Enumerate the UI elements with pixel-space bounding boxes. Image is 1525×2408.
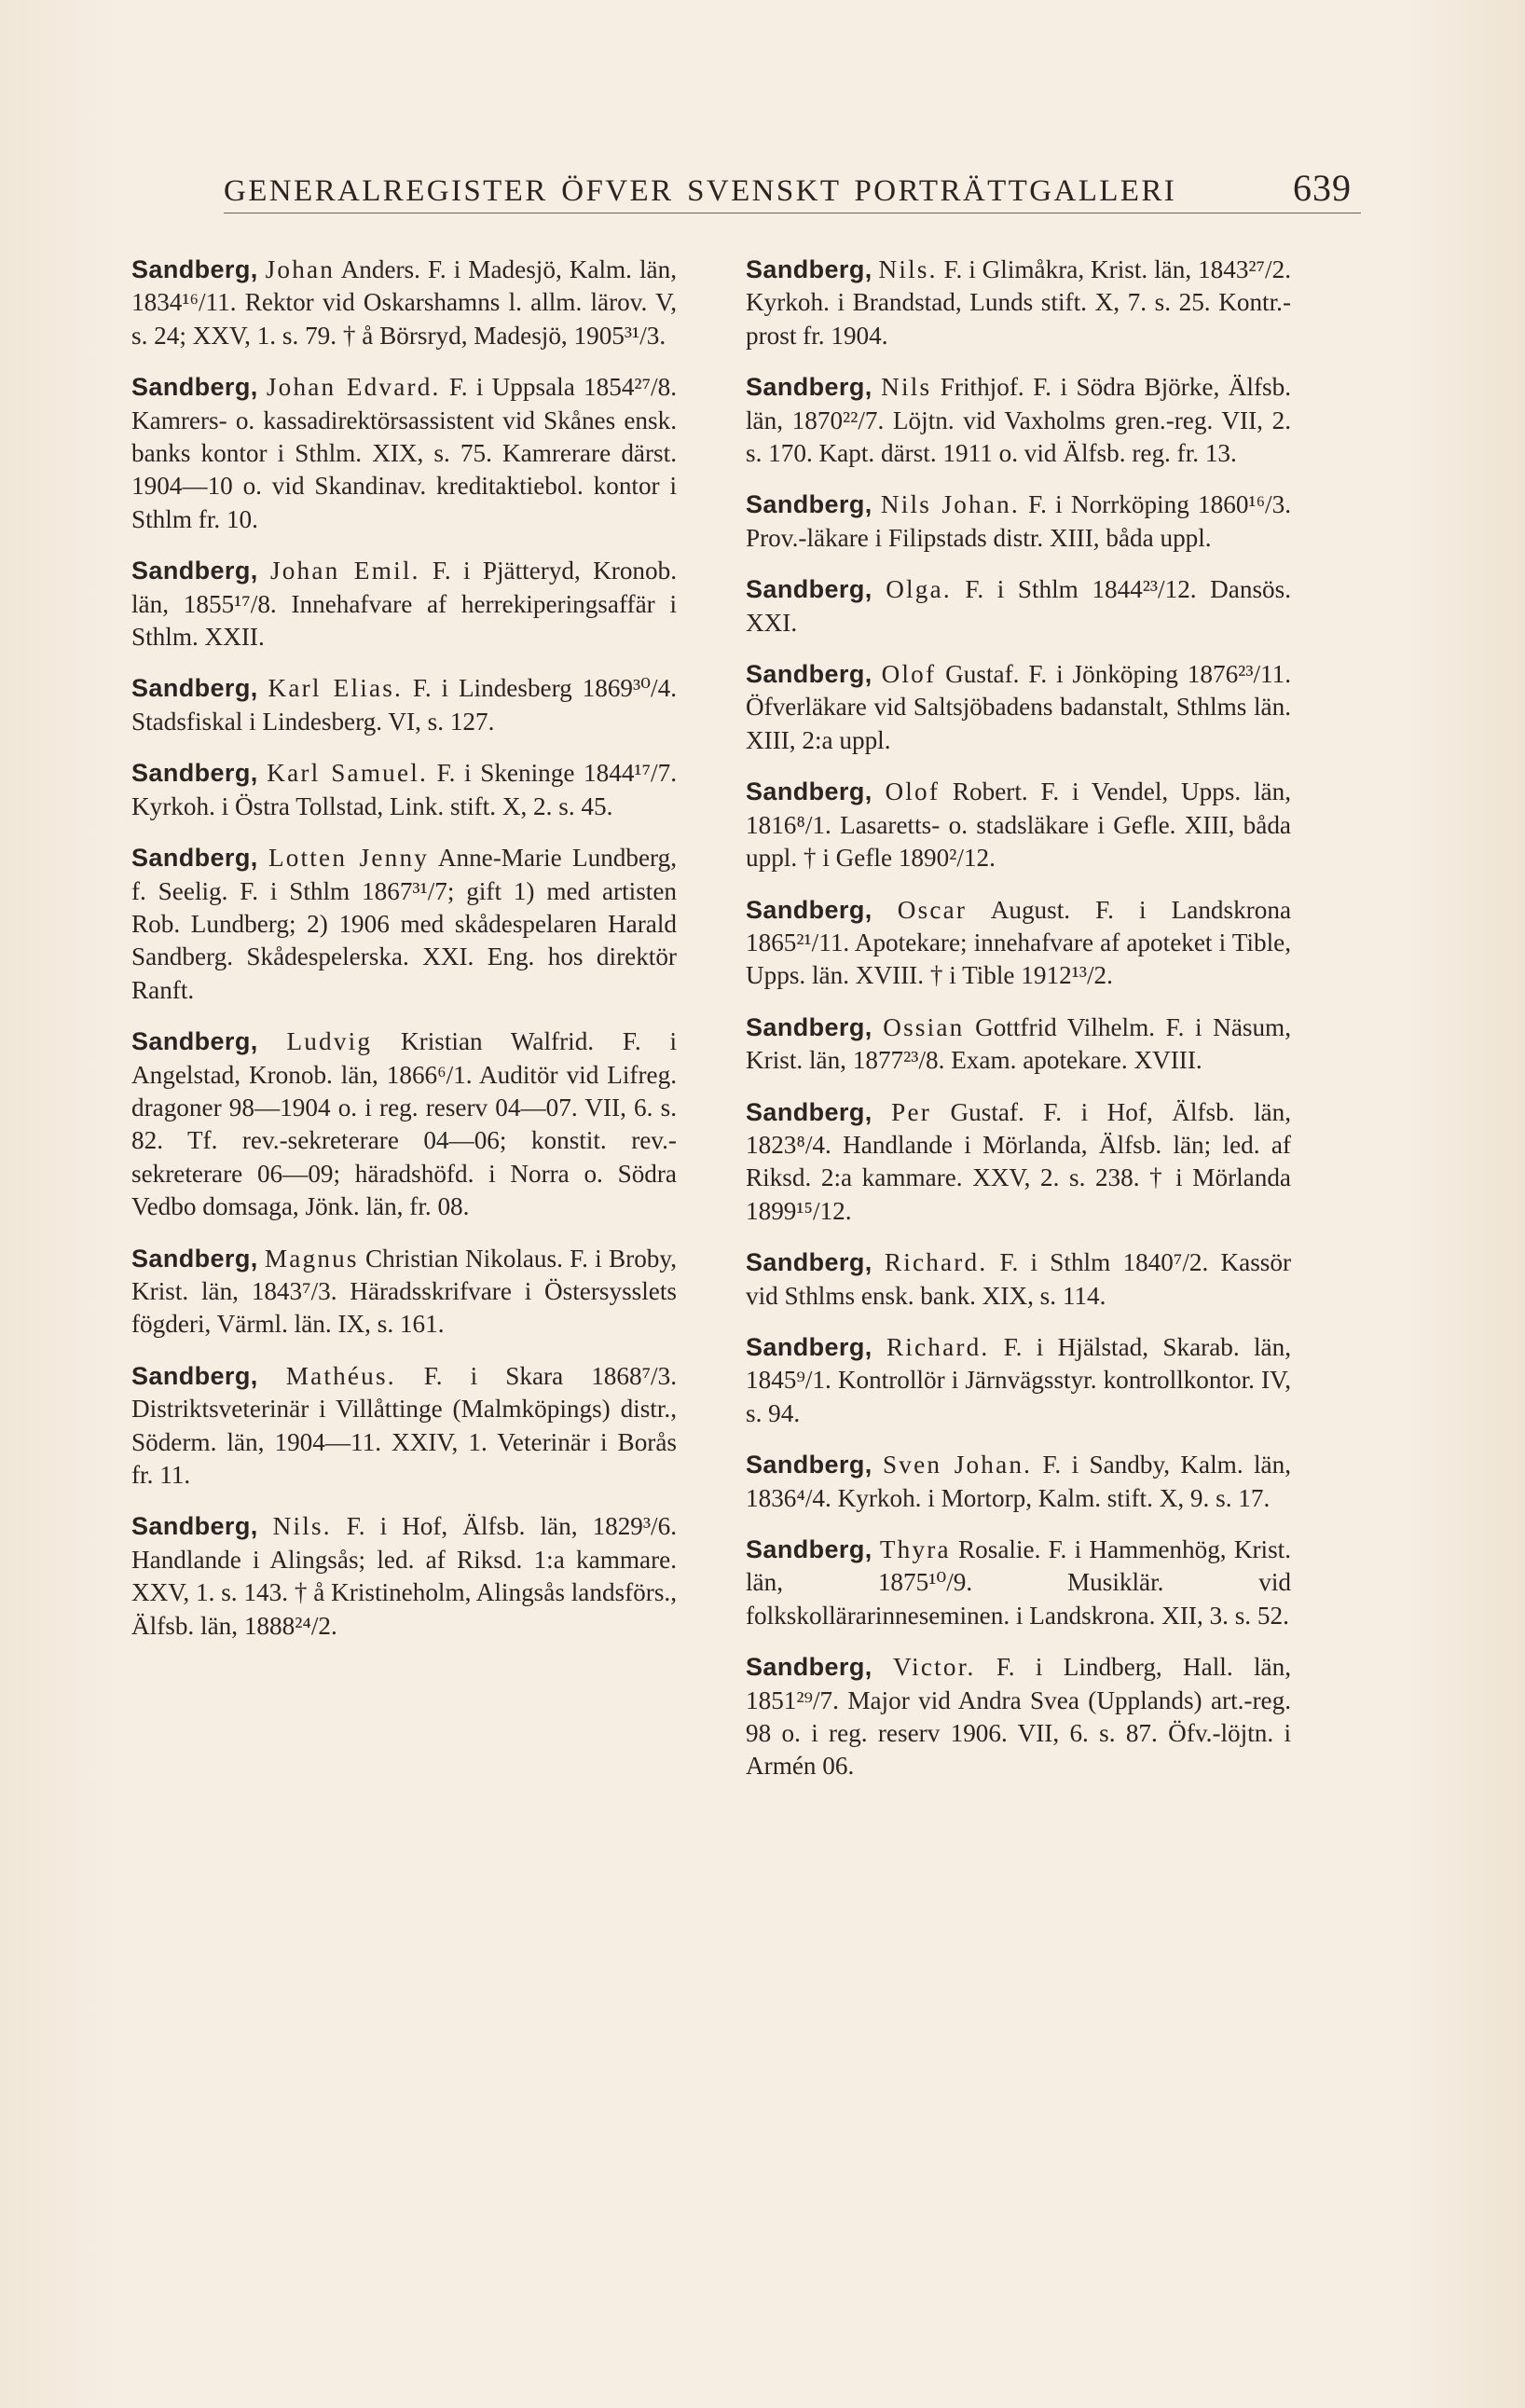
right-column	[746, 254, 1291, 1802]
entry-given-name: Nils Johan.	[880, 490, 1020, 519]
entry-text: F. i Hjälstad, Skarab. län, 1845⁹/1. Kontrollör i Järnvägsstyr. kontrollkontor. IV, s. 94.	[746, 1332, 1292, 1427]
entry-given-name: Olga.	[886, 575, 952, 604]
entry-given-name: Lotten Jenny	[268, 844, 430, 873]
entry-text: F. i Uppsala 1854²⁷/8. Kamrers- o. kassadirektörsassistent vid Skånes ensk. banks kontor i Sthlm. XIX, s. 75. Kamrerare därst. 1904—10 o. vid Skandinav. kreditaktiebol. kontor i Sthlm fr. 10.	[131, 373, 677, 533]
running-header	[224, 166, 1352, 210]
entry-text: F. i Skeninge 1844¹⁷/7. Kyrkoh. i Östra Tollstad, Link. stift. X, 2. s. 45.	[131, 759, 677, 820]
entry-surname: Sandberg,	[131, 674, 258, 703]
register-entry	[131, 1243, 677, 1342]
entry-text: F. i Norrköping 1860¹⁶/3. Prov.-läkare i Filipstads distr. XIII, båda uppl.	[746, 490, 1291, 552]
entry-text: Kristian Walfrid. F. i Angelstad, Kronob. län, 1866⁶/1. Auditör vid Lifreg. dragoner 98—1904 o. i reg. reserv 04—07. VII, 6. s. 82. Tf. rev.-sekreterare 04—06; konstit. rev.-sekreterare 06—09; häradshöfd. i Norra o. Södra Vedbo domsaga, Jönk. län, fr. 08.	[131, 1027, 678, 1221]
register-entry	[746, 1096, 1291, 1229]
entry-text: F. i Lindesberg 1869³⁰/4. Stadsfiskal i Lindesberg. VI, s. 127.	[131, 674, 678, 736]
entry-given-name: Olof	[881, 660, 937, 689]
entry-surname: Sandberg,	[746, 1248, 872, 1277]
entry-text: F. i Lindberg, Hall. län, 1851²⁹/7. Major vid Andra Svea (Upplands) art.-reg. 98 o. i reg. reserv 1906. VII, 6. s. 87. Öfv.-löjtn. i Armén 06.	[746, 1653, 1291, 1781]
header-title: GENERALREGISTER ÖFVER SVENSKT PORTRÄTTGALLERI	[224, 174, 1177, 208]
entry-text: Gustaf. F. i Hof, Älfsb. län, 1823⁸/4. Handlande i Mörlanda, Älfsb. län; led. af Riksd. 2:a kammare. XXV, 2. s. 238. † i Mörlanda 1899¹⁵/12.	[746, 1097, 1292, 1225]
register-entry	[746, 1011, 1291, 1078]
entry-given-name: Richard.	[886, 1332, 990, 1361]
entry-text: Rosalie. F. i Hammenhög, Krist. län, 1875¹⁰/9. Musiklär. vid folkskollärarinneseminen. i Landskrona. XII, 3. s. 52.	[746, 1535, 1291, 1630]
entry-given-name: Karl Samuel.	[267, 759, 428, 788]
entry-surname: Sandberg,	[746, 1012, 872, 1041]
entry-surname: Sandberg,	[746, 575, 872, 604]
entry-surname: Sandberg,	[746, 1097, 872, 1126]
entry-given-name: Oscar	[897, 895, 968, 924]
entry-surname: Sandberg,	[131, 1361, 258, 1390]
entry-given-name: Johan Emil.	[269, 557, 420, 585]
entry-given-name: Johan	[265, 255, 336, 283]
entry-surname: Sandberg,	[131, 1512, 258, 1541]
entry-text: F. i Hof, Älfsb. län, 1829³/6. Handlande i Alingsås; led. af Riksd. 1:a kammare. XXV, 1. s. 143. † å Kristineholm, Alingsås landsförs., Älfsb. län, 1888²⁴/2.	[131, 1512, 677, 1640]
entry-surname: Sandberg,	[746, 1332, 872, 1361]
entry-surname: Sandberg,	[746, 777, 872, 806]
entry-text: Anders. F. i Madesjö, Kalm. län, 1834¹⁶/11. Rektor vid Oskarshamns l. allm. lärov. V, s. 24; XXV, 1. s. 79. † å Börsryd, Madesjö, 1905³¹/3.	[131, 255, 678, 350]
register-entry	[131, 254, 677, 352]
entry-text: August. F. i Landskrona 1865²¹/11. Apotekare; innehafvare af apoteket i Tible, Upps. län. XVIII. † i Tible 1912¹³/2.	[746, 895, 1292, 990]
entry-given-name: Thyra	[879, 1535, 951, 1563]
entry-text: F. i Skara 1868⁷/3. Distriktsveterinär i Villåttinge (Malmköpings) distr., Söderm. län, 1904—11. XXIV, 1. Veterinär i Borås fr. 11.	[131, 1361, 678, 1489]
entry-text: Robert. F. i Vendel, Upps. län, 1816⁸/1. Lasaretts- o. stadsläkare i Gefle. XIII, båda uppl. † i Gefle 1890²/12.	[746, 777, 1291, 873]
register-entry	[131, 757, 677, 823]
register-entry	[131, 555, 677, 654]
page-number: 639	[1293, 167, 1352, 209]
entry-given-name: Magnus	[264, 1244, 359, 1273]
register-entry	[746, 658, 1291, 757]
register-entry	[131, 1360, 677, 1493]
entry-surname: Sandberg,	[131, 373, 258, 402]
entry-surname: Sandberg,	[746, 490, 872, 519]
register-entry	[131, 1510, 677, 1643]
register-entry	[746, 776, 1291, 874]
entry-surname: Sandberg,	[746, 1653, 872, 1682]
register-entry	[746, 254, 1291, 352]
entry-given-name: Ludvig	[286, 1027, 373, 1056]
entry-text: Anne-Marie Lundberg, f. Seelig. F. i Sthlm 1867³¹/7; gift 1) med artisten Rob. Lundberg; 2) 1906 med skådespelaren Harald Sandberg. Skådespelerska. XXI. Eng. hos direktör Ranft.	[131, 844, 678, 1004]
entry-surname: Sandberg,	[746, 660, 872, 689]
entry-text: F. i Sandby, Kalm. län, 1836⁴/4. Kyrkoh. i Mortorp, Kalm. stift. X, 9. s. 17.	[746, 1451, 1291, 1512]
register-entry	[131, 1025, 677, 1223]
entry-given-name: Johan Edvard.	[266, 373, 441, 402]
register-entry	[746, 1534, 1291, 1632]
entry-text: F. i Pjätteryd, Kronob. län, 1855¹⁷/8. Innehafvare af herrekiperingsaffär i Sthlm. XXII.	[131, 557, 677, 652]
register-entry	[131, 672, 677, 738]
entry-given-name: Mathéus.	[285, 1361, 396, 1390]
register-entry	[131, 842, 677, 1007]
entry-surname: Sandberg,	[131, 844, 258, 873]
register-entry	[746, 1449, 1291, 1515]
entry-given-name: Nils.	[272, 1512, 332, 1541]
entry-given-name: Sven Johan.	[882, 1451, 1033, 1479]
register-entry	[131, 371, 677, 536]
entry-given-name: Nils	[881, 373, 932, 402]
entry-surname: Sandberg,	[746, 1535, 872, 1563]
register-entry	[746, 1246, 1291, 1313]
register-entry	[746, 371, 1291, 470]
entry-text: F. i Sthlm 1844²³/12. Dansös. XXI.	[746, 575, 1292, 637]
entry-given-name: Nils.	[878, 255, 938, 283]
entry-surname: Sandberg,	[131, 557, 258, 585]
entry-given-name: Ossian	[883, 1012, 965, 1041]
entry-surname: Sandberg,	[131, 1244, 258, 1273]
entry-surname: Sandberg,	[746, 255, 872, 283]
entry-surname: Sandberg,	[131, 759, 258, 788]
entry-text: Gustaf. F. i Jönköping 1876²³/11. Öfverläkare vid Saltsjöbadens badanstalt, Sthlms län. XIII, 2:a uppl.	[746, 660, 1291, 754]
entry-given-name: Richard.	[884, 1248, 988, 1277]
entry-text: Gottfrid Vilhelm. F. i Näsum, Krist. län, 1877²³/8. Exam. apotekare. XVIII.	[746, 1012, 1292, 1075]
entry-given-name: Victor.	[892, 1653, 976, 1682]
entry-surname: Sandberg,	[746, 373, 872, 402]
left-column	[131, 254, 677, 1661]
entry-given-name: Karl Elias.	[268, 674, 404, 703]
register-entry	[746, 488, 1291, 555]
entry-text: Frithjof. F. i Södra Björke, Älfsb. län, 1870²²/7. Löjtn. vid Vaxholms gren.-reg. VII, 2. s. 170. Kapt. därst. 1911 o. vid Älfsb. reg. fr. 13.	[746, 373, 1292, 468]
entry-surname: Sandberg,	[131, 255, 258, 283]
register-entry	[746, 1651, 1291, 1783]
entry-given-name: Olof	[885, 777, 941, 806]
register-entry	[746, 894, 1291, 993]
entry-text: F. i Sthlm 1840⁷/2. Kassör vid Sthlms ensk. bank. XIX, s. 114.	[746, 1248, 1292, 1310]
entry-surname: Sandberg,	[746, 1451, 872, 1479]
register-entry	[746, 1331, 1291, 1430]
entry-surname: Sandberg,	[746, 895, 872, 924]
entry-text: F. i Glimåkra, Krist. län, 1843²⁷/2. Kyrkoh. i Brandstad, Lunds stift. X, 7. s. 25. Kontr.-prost fr. 1904.	[746, 255, 1291, 350]
entry-surname: Sandberg,	[131, 1027, 258, 1056]
register-entry	[746, 573, 1291, 640]
entry-text: Christian Nikolaus. F. i Broby, Krist. län, 1843⁷/3. Häradsskrifvare i Östersysslets fögderi, Värml. län. IX, s. 161.	[131, 1244, 678, 1339]
entry-given-name: Per	[891, 1097, 931, 1126]
